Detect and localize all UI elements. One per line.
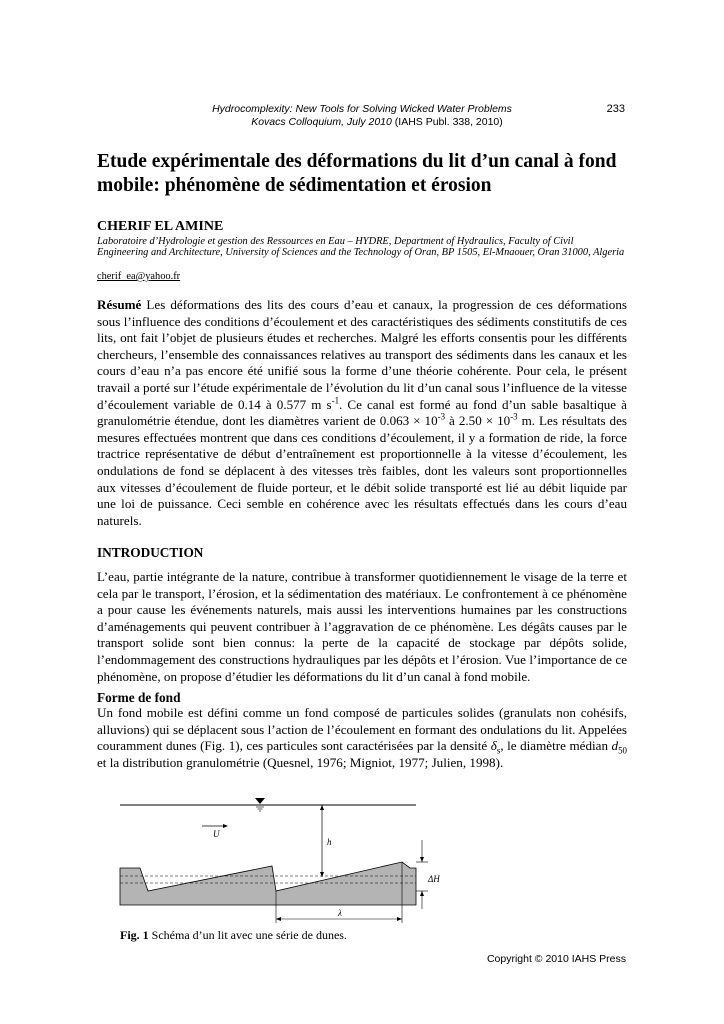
abstract-sup-b: -3 <box>437 411 446 422</box>
dune-bed <box>120 862 416 905</box>
abstract-label: Résumé <box>97 297 142 312</box>
figure-caption-text: Schéma d’un lit avec une série de dunes. <box>148 928 347 942</box>
abstract-text-d: m. Les résultats des mesures effectuées montrent que dans ces conditions d’écoulement, il y a formation de ride, la force tractrice représentative de début d’entraînement est proportionnelle à la vitesse d’écoulement, les ondulations de fond se déplacent à des vitesses très faibles, dont les valeurs sont proportionnelles aux vitesses d’écoulement de fluide porteur, et le débit solide transporté est lié au débit liquide par une loi de puissance. Ceci semble en cohérence avec les résultats effectués dans les cours d’eau naturels. <box>97 413 627 528</box>
journal-line-2 <box>0 116 724 129</box>
delta-symbol: δ <box>490 738 497 754</box>
author-name: CHERIF EL AMINE <box>97 219 224 234</box>
forme-de-fond-text <box>97 705 627 771</box>
delta-subscript: s <box>496 745 501 756</box>
author-email-link[interactable]: cherif_ea@yahoo.fr <box>97 271 181 282</box>
journal-publication: (IAHS Publ. 338, 2010) <box>391 116 503 128</box>
introduction-heading: INTRODUCTION <box>97 545 204 560</box>
page-number: 233 <box>606 103 625 115</box>
abstract <box>97 297 627 529</box>
label-wavelength: λ <box>338 908 342 918</box>
dune-height-arrow <box>416 840 428 909</box>
d-subscript: 50 <box>618 745 627 756</box>
abstract-sup-c: -3 <box>510 411 518 422</box>
author-affiliation: Laboratoire d’Hydrologie et gestion des Ressources en Eau – HYDRE, Department of Hydraulics, Faculty of Civil Engineering and Architecture, University of Sciences and the Technology of Oran, BP 1505, El-Mnaouer, Oran 31000, Algeria <box>97 236 625 258</box>
forme-de-fond-heading: Forme de fond <box>97 690 181 705</box>
figure-dune-schematic <box>110 795 450 925</box>
abstract-text-c: à 2.50 × 10 <box>445 413 511 429</box>
forme-text-a: Un fond mobile est défini comme un fond composé de particules solides (granulats non cohésifs, alluvions) qui se déplacent sous l’action de l’écoulement en formant des ondulations du lit. Appelées couramment dunes (Fig. 1), ces particules sont caractérisées par la densité <box>97 705 627 754</box>
abstract-text-b: . Ce canal est formé au fond d’un sable basaltique à granulométrie étendue, dont les diamètres varient de 0.063 × 10 <box>97 396 627 429</box>
journal-line-1: Hydrocomplexity: New Tools for Solving Wicked Water Problems <box>212 103 512 115</box>
figure-caption <box>120 928 347 943</box>
flow-velocity-arrow <box>202 824 228 828</box>
label-dune-height: ΔH <box>428 874 440 884</box>
forme-text-b: , le diamètre médian <box>500 738 612 754</box>
label-depth-h: h <box>327 837 332 847</box>
label-velocity-U: U <box>213 829 220 839</box>
forme-text-c: et la distribution granulométrie (Quesnel, 1976; Migniot, 1977; Julien, 1998). <box>97 754 504 770</box>
introduction-text: L’eau, partie intégrante de la nature, contribue à transformer quotidiennement le visage de la terre et cela par le transport, l’érosion, et la sédimentation des matériaux. Le confrontement à ce phénomène a pour cause les événements naturels, mais aussi les interventions humaines par les constructions d’aménagements qui peuvent contribuer à l’aggravation de ce phénomène. Les dégâts causes par le transport solide sont bien connus: la perte de la capacité de stockage par dépôts solide, l’endommagement des constructions hydrauliques par les dépôts et l’érosion. Vue l’importance de ce phénomène, on propose d’étudier les déformations du lit d’un canal à fond mobile. <box>97 569 627 684</box>
figure-caption-label: Fig. 1 <box>120 928 149 942</box>
depth-h-arrow <box>320 805 324 877</box>
copyright-notice: Copyright © 2010 IAHS Press <box>486 953 626 965</box>
abstract-text-a: Les déformations des lits des cours d’eau et canaux, la progression de ces déformations sous l’influence des conditions d’écoulement et des caractéristiques des sédiments constitutifs de ces lits, ont fait l’objet de plusieurs études et recherches. Malgré les efforts consentis pour les différents chercheurs, l’ensemble des connaissances relatives au transport des sédiments dans les canaux et les cours d’eau n’a pas encore été unifié sous la forme d’une théorie cohérente. Pour cela, le présent travail a porté sur l’étude expérimentale de l’évolution du lit d’un canal sous l’influence de la vitesse d’écoulement variable de 0.14 à 0.577 m s <box>97 297 627 412</box>
abstract-sup-a: -1 <box>331 395 340 406</box>
d-symbol: d <box>611 738 619 754</box>
paper-title: Etude expérimentale des déformations du lit d’un canal à fond mobile: phénomène de sédimentation et érosion <box>97 151 617 196</box>
journal-colloquium: Kovacs Colloquium, July 2010 <box>251 116 392 128</box>
